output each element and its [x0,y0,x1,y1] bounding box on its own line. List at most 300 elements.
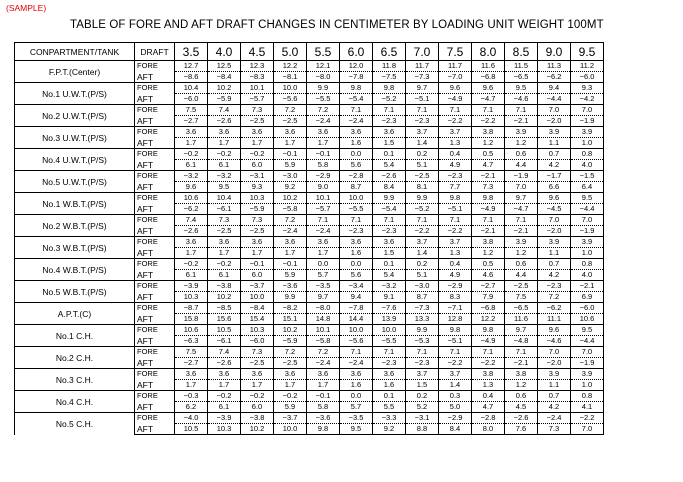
compartment-name: A.P.T.(C) [15,303,135,325]
aft-value-cell: 9.3 [241,182,274,193]
fore-value-cell: −6.2 [538,303,571,314]
fore-value-cell: 12.0 [340,61,373,72]
fore-value-cell: 0.8 [571,259,604,270]
aft-label: AFT [135,314,175,325]
aft-value-cell: 10.3 [175,292,208,303]
fore-value-cell: 9.3 [571,83,604,94]
aft-value-cell: −2.7 [175,358,208,369]
fore-value-cell: 0.2 [406,149,439,160]
aft-value-cell: −4.6 [538,336,571,347]
aft-value-cell: 10.3 [208,424,241,435]
fore-value-cell: 7.2 [274,105,307,116]
aft-value-cell: −2.7 [175,116,208,127]
aft-value-cell: 7.7 [439,182,472,193]
fore-value-cell: −2.2 [571,413,604,424]
fore-label: FORE [135,347,175,358]
aft-value-cell: 15.6 [208,314,241,325]
fore-label: FORE [135,61,175,72]
aft-value-cell: −6.2 [538,72,571,83]
compartment-name: No.3 U.W.T.(P/S) [15,127,135,149]
fore-value-cell: 11.8 [373,61,406,72]
aft-value-cell: 6.4 [571,182,604,193]
aft-value-cell: −5.9 [208,94,241,105]
compartment-name: No.3 C.H. [15,369,135,391]
draft-value-header: 5.5 [307,43,340,61]
fore-value-cell: −1.7 [538,171,571,182]
fore-value-cell: 3.6 [274,237,307,248]
fore-value-cell: 3.6 [307,237,340,248]
aft-value-cell: 9.6 [175,182,208,193]
aft-value-cell: −2.3 [373,226,406,237]
fore-value-cell: 3.6 [208,127,241,138]
aft-value-cell: 1.7 [307,138,340,149]
fore-value-cell: −3.2 [373,281,406,292]
aft-value-cell: 6.1 [208,160,241,171]
fore-value-cell: −2.8 [472,413,505,424]
fore-label: FORE [135,171,175,182]
aft-value-cell: −6.0 [571,72,604,83]
aft-value-cell: 11.6 [505,314,538,325]
fore-value-cell: −2.3 [538,281,571,292]
fore-value-cell: 10.2 [208,83,241,94]
aft-value-cell: −4.8 [505,336,538,347]
aft-label: AFT [135,424,175,435]
fore-value-cell: 12.7 [175,61,208,72]
fore-value-cell: −2.9 [439,281,472,292]
fore-value-cell: −0.1 [241,259,274,270]
aft-value-cell: 5.4 [373,270,406,281]
fore-label: FORE [135,83,175,94]
fore-value-cell: 10.6 [175,193,208,204]
aft-value-cell: 9.7 [307,292,340,303]
fore-label: FORE [135,391,175,402]
fore-value-cell: 7.3 [208,215,241,226]
aft-value-cell: −4.9 [472,204,505,215]
fore-value-cell: 3.6 [274,127,307,138]
aft-value-cell: 5.5 [373,402,406,413]
fore-value-cell: 0.7 [538,259,571,270]
fore-value-cell: 9.9 [307,83,340,94]
aft-value-cell: 6.0 [241,402,274,413]
fore-value-cell: 3.6 [208,369,241,380]
fore-value-cell: −0.1 [274,259,307,270]
compartment-name: No.2 U.W.T.(P/S) [15,105,135,127]
aft-value-cell: 1.2 [472,248,505,259]
aft-value-cell: 9.0 [307,182,340,193]
fore-value-cell: −3.5 [307,281,340,292]
fore-value-cell: 7.1 [373,105,406,116]
aft-value-cell: 8.0 [472,424,505,435]
fore-value-cell: 10.5 [208,325,241,336]
fore-value-cell: 0.1 [373,149,406,160]
draft-value-header: 3.5 [175,43,208,61]
fore-value-cell: −6.8 [472,303,505,314]
fore-label: FORE [135,237,175,248]
aft-value-cell: 5.9 [274,160,307,171]
aft-value-cell: 1.7 [307,248,340,259]
aft-value-cell: −2.5 [241,358,274,369]
aft-value-cell: −2.5 [241,226,274,237]
fore-value-cell: 0.2 [406,259,439,270]
fore-value-cell: −3.2 [208,171,241,182]
fore-value-cell: −7.1 [439,303,472,314]
fore-value-cell: 3.7 [439,369,472,380]
aft-value-cell: 4.4 [505,160,538,171]
table-row-fore [15,83,604,94]
fore-value-cell: 7.2 [307,347,340,358]
aft-value-cell: 9.5 [340,424,373,435]
aft-value-cell: −2.4 [307,116,340,127]
fore-value-cell: 0.1 [373,391,406,402]
fore-value-cell: 7.2 [307,105,340,116]
fore-value-cell: 12.1 [307,61,340,72]
fore-value-cell: 7.0 [571,215,604,226]
aft-value-cell: 5.8 [307,402,340,413]
fore-label: FORE [135,325,175,336]
fore-value-cell: 0.8 [571,149,604,160]
aft-value-cell: −5.5 [373,336,406,347]
table-row-fore [15,61,604,72]
aft-value-cell: 4.2 [538,402,571,413]
fore-value-cell: 11.5 [505,61,538,72]
fore-value-cell: 11.7 [406,61,439,72]
aft-label: AFT [135,380,175,391]
aft-value-cell: 9.1 [373,292,406,303]
aft-value-cell: 6.1 [175,160,208,171]
aft-value-cell: 4.2 [538,160,571,171]
aft-value-cell: −2.4 [340,358,373,369]
fore-value-cell: 7.1 [307,215,340,226]
aft-value-cell: 15.1 [274,314,307,325]
aft-label: AFT [135,160,175,171]
aft-value-cell: 1.2 [472,138,505,149]
table-row-fore [15,281,604,292]
aft-value-cell: −7.0 [439,72,472,83]
aft-value-cell: −4.7 [505,204,538,215]
aft-value-cell: 9.5 [208,182,241,193]
aft-value-cell: 8.4 [373,182,406,193]
table-row-fore [15,149,604,160]
fore-value-cell: −2.5 [505,281,538,292]
aft-value-cell: −5.7 [241,94,274,105]
aft-value-cell: 4.0 [571,270,604,281]
fore-value-cell: 9.5 [505,83,538,94]
aft-value-cell: 6.1 [175,270,208,281]
fore-value-cell: −0.2 [208,259,241,270]
fore-value-cell: −0.3 [175,391,208,402]
fore-value-cell: 3.6 [340,369,373,380]
fore-value-cell: 3.9 [505,127,538,138]
aft-value-cell: −1.9 [571,226,604,237]
aft-value-cell: −2.1 [505,358,538,369]
fore-value-cell: −1.5 [571,171,604,182]
fore-value-cell: 0.7 [538,391,571,402]
aft-value-cell: 9.2 [373,424,406,435]
table-row-fore [15,171,604,182]
fore-value-cell: 7.5 [175,105,208,116]
aft-value-cell: 1.3 [439,138,472,149]
fore-value-cell: 10.2 [274,325,307,336]
fore-value-cell: −3.4 [340,281,373,292]
aft-value-cell: −2.2 [439,226,472,237]
fore-value-cell: 10.0 [340,325,373,336]
fore-label: FORE [135,369,175,380]
aft-value-cell: −4.4 [571,336,604,347]
aft-value-cell: −8.3 [241,72,274,83]
aft-value-cell: 13.9 [373,314,406,325]
aft-label: AFT [135,94,175,105]
aft-value-cell: 1.6 [340,138,373,149]
fore-value-cell: 3.6 [373,369,406,380]
fore-value-cell: 10.1 [307,325,340,336]
aft-value-cell: 1.1 [538,248,571,259]
aft-value-cell: −2.0 [538,116,571,127]
fore-value-cell: −2.1 [472,171,505,182]
compartment-name: No.1 U.W.T.(P/S) [15,83,135,105]
fore-value-cell: 7.5 [175,347,208,358]
fore-value-cell: −0.2 [175,149,208,160]
aft-value-cell: 12.2 [472,314,505,325]
compartment-name: No.5 C.H. [15,413,135,435]
fore-value-cell: −3.3 [373,413,406,424]
fore-value-cell: −8.2 [274,303,307,314]
fore-value-cell: 10.4 [208,193,241,204]
aft-value-cell: 5.7 [340,402,373,413]
fore-value-cell: −8.0 [307,303,340,314]
fore-value-cell: 3.9 [571,127,604,138]
fore-value-cell: 7.4 [208,347,241,358]
table-row-fore [15,127,604,138]
fore-value-cell: 3.6 [274,369,307,380]
fore-value-cell: 3.7 [406,369,439,380]
draft-value-header: 6.5 [373,43,406,61]
aft-label: AFT [135,226,175,237]
fore-value-cell: −0.2 [208,149,241,160]
aft-value-cell: 1.6 [340,380,373,391]
fore-value-cell: −2.6 [373,171,406,182]
aft-value-cell: 1.5 [406,380,439,391]
fore-value-cell: 9.6 [538,325,571,336]
fore-value-cell: −2.9 [307,171,340,182]
fore-value-cell: 0.1 [373,259,406,270]
aft-value-cell: 6.9 [571,292,604,303]
fore-value-cell: 9.8 [340,83,373,94]
fore-value-cell: 9.9 [373,193,406,204]
aft-value-cell: 7.5 [505,292,538,303]
aft-value-cell: −4.4 [571,204,604,215]
fore-value-cell: 0.0 [307,259,340,270]
aft-value-cell: 1.3 [439,248,472,259]
fore-value-cell: 0.0 [340,149,373,160]
fore-value-cell: 7.4 [175,215,208,226]
aft-value-cell: 8.4 [439,424,472,435]
aft-value-cell: −2.6 [208,116,241,127]
fore-value-cell: 7.2 [274,347,307,358]
aft-value-cell: −2.2 [439,358,472,369]
aft-value-cell: 1.2 [505,138,538,149]
aft-value-cell: 1.6 [340,248,373,259]
fore-value-cell: 3.7 [406,127,439,138]
aft-value-cell: 1.7 [208,138,241,149]
fore-value-cell: −0.2 [274,391,307,402]
aft-value-cell: 1.4 [439,380,472,391]
fore-value-cell: −7.6 [373,303,406,314]
aft-value-cell: −1.9 [571,116,604,127]
aft-value-cell: 5.1 [406,270,439,281]
fore-value-cell: −3.1 [406,413,439,424]
aft-value-cell: −5.4 [373,204,406,215]
fore-value-cell: 3.8 [472,369,505,380]
aft-label: AFT [135,270,175,281]
fore-value-cell: 10.1 [241,83,274,94]
fore-value-cell: −3.5 [340,413,373,424]
fore-value-cell: −3.9 [208,413,241,424]
aft-value-cell: 4.0 [571,160,604,171]
fore-value-cell: −3.6 [274,281,307,292]
aft-value-cell: −6.1 [208,204,241,215]
fore-value-cell: 0.6 [505,259,538,270]
fore-value-cell: 7.1 [373,215,406,226]
fore-value-cell: 7.3 [241,105,274,116]
aft-value-cell: 1.0 [571,138,604,149]
aft-value-cell: −5.8 [274,204,307,215]
aft-value-cell: −2.3 [340,226,373,237]
aft-value-cell: 8.7 [406,292,439,303]
aft-value-cell: 5.9 [274,402,307,413]
aft-value-cell: −8.4 [208,72,241,83]
table-row-fore [15,347,604,358]
aft-value-cell: −6.1 [208,336,241,347]
fore-label: FORE [135,303,175,314]
fore-value-cell: 9.5 [571,193,604,204]
table-header-row [15,43,604,61]
fore-value-cell: −4.0 [175,413,208,424]
fore-value-cell: 9.8 [373,83,406,94]
aft-value-cell: 9.8 [307,424,340,435]
aft-value-cell: −2.2 [472,358,505,369]
aft-value-cell: −4.9 [472,336,505,347]
fore-value-cell: −1.9 [505,171,538,182]
aft-value-cell: 4.5 [505,402,538,413]
fore-value-cell: −2.5 [406,171,439,182]
aft-value-cell: 4.9 [439,160,472,171]
compartment-name: No.2 W.B.T.(P/S) [15,215,135,237]
fore-value-cell: 11.2 [571,61,604,72]
fore-value-cell: −2.8 [340,171,373,182]
compartment-name: No.3 W.B.T.(P/S) [15,237,135,259]
fore-value-cell: 0.3 [439,391,472,402]
fore-value-cell: −2.9 [439,413,472,424]
fore-value-cell: 3.6 [241,369,274,380]
aft-value-cell: 8.3 [439,292,472,303]
compartment-header: CONPARTMENT/TANK [15,43,135,61]
fore-value-cell: 3.6 [340,127,373,138]
fore-value-cell: 3.8 [472,237,505,248]
fore-value-cell: 10.0 [373,325,406,336]
fore-value-cell: 9.9 [406,193,439,204]
fore-value-cell: −0.2 [175,259,208,270]
aft-value-cell: 9.2 [274,182,307,193]
table-row-fore [15,215,604,226]
fore-value-cell: 9.7 [505,193,538,204]
fore-value-cell: 0.0 [340,259,373,270]
fore-value-cell: 0.6 [505,391,538,402]
fore-value-cell: 3.9 [505,237,538,248]
fore-value-cell: −0.1 [307,149,340,160]
aft-value-cell: 1.7 [175,138,208,149]
fore-value-cell: 3.9 [538,237,571,248]
aft-value-cell: 12.8 [439,314,472,325]
aft-value-cell: −5.1 [439,204,472,215]
table-body [15,61,604,435]
aft-value-cell: −4.5 [538,204,571,215]
aft-value-cell: −6.0 [175,94,208,105]
fore-value-cell: 0.0 [340,391,373,402]
fore-value-cell: 10.0 [340,193,373,204]
fore-value-cell: 9.8 [472,193,505,204]
fore-value-cell: 3.6 [241,237,274,248]
fore-value-cell: 10.0 [274,83,307,94]
aft-value-cell: −5.2 [406,204,439,215]
compartment-name: No.1 C.H. [15,325,135,347]
aft-value-cell: −6.8 [472,72,505,83]
aft-value-cell: 1.7 [274,138,307,149]
aft-value-cell: 10.2 [208,292,241,303]
fore-value-cell: 3.6 [373,237,406,248]
draft-change-table [14,42,604,435]
fore-label: FORE [135,259,175,270]
aft-label: AFT [135,358,175,369]
fore-value-cell: −6.5 [505,303,538,314]
aft-value-cell: 4.1 [571,402,604,413]
fore-value-cell: 0.7 [538,149,571,160]
fore-value-cell: −2.6 [505,413,538,424]
aft-value-cell: −2.2 [472,116,505,127]
fore-value-cell: 0.4 [472,391,505,402]
aft-value-cell: 7.3 [472,182,505,193]
fore-value-cell: 0.8 [571,391,604,402]
aft-value-cell: 1.2 [505,380,538,391]
fore-value-cell: 9.6 [439,83,472,94]
fore-label: FORE [135,105,175,116]
fore-value-cell: 3.7 [406,237,439,248]
aft-value-cell: 1.6 [373,380,406,391]
aft-value-cell: −2.4 [307,358,340,369]
aft-value-cell: 10.6 [571,314,604,325]
aft-value-cell: 1.1 [538,380,571,391]
compartment-name: No.4 U.W.T.(P/S) [15,149,135,171]
compartment-name: No.4 C.H. [15,391,135,413]
aft-value-cell: −5.1 [439,336,472,347]
aft-value-cell: 9.4 [340,292,373,303]
fore-value-cell: −0.2 [241,391,274,402]
fore-value-cell: 7.1 [439,347,472,358]
fore-value-cell: −3.7 [241,281,274,292]
aft-value-cell: 5.8 [307,160,340,171]
compartment-name: No.1 W.B.T.(P/S) [15,193,135,215]
fore-value-cell: 0.5 [472,149,505,160]
fore-value-cell: 7.1 [406,215,439,226]
aft-value-cell: 10.5 [175,424,208,435]
aft-value-cell: 1.7 [241,138,274,149]
fore-value-cell: 3.8 [472,127,505,138]
aft-value-cell: 4.6 [472,270,505,281]
aft-value-cell: −2.0 [538,358,571,369]
aft-value-cell: −6.5 [505,72,538,83]
fore-value-cell: 7.3 [241,347,274,358]
aft-label: AFT [135,116,175,127]
fore-value-cell: 10.3 [241,193,274,204]
